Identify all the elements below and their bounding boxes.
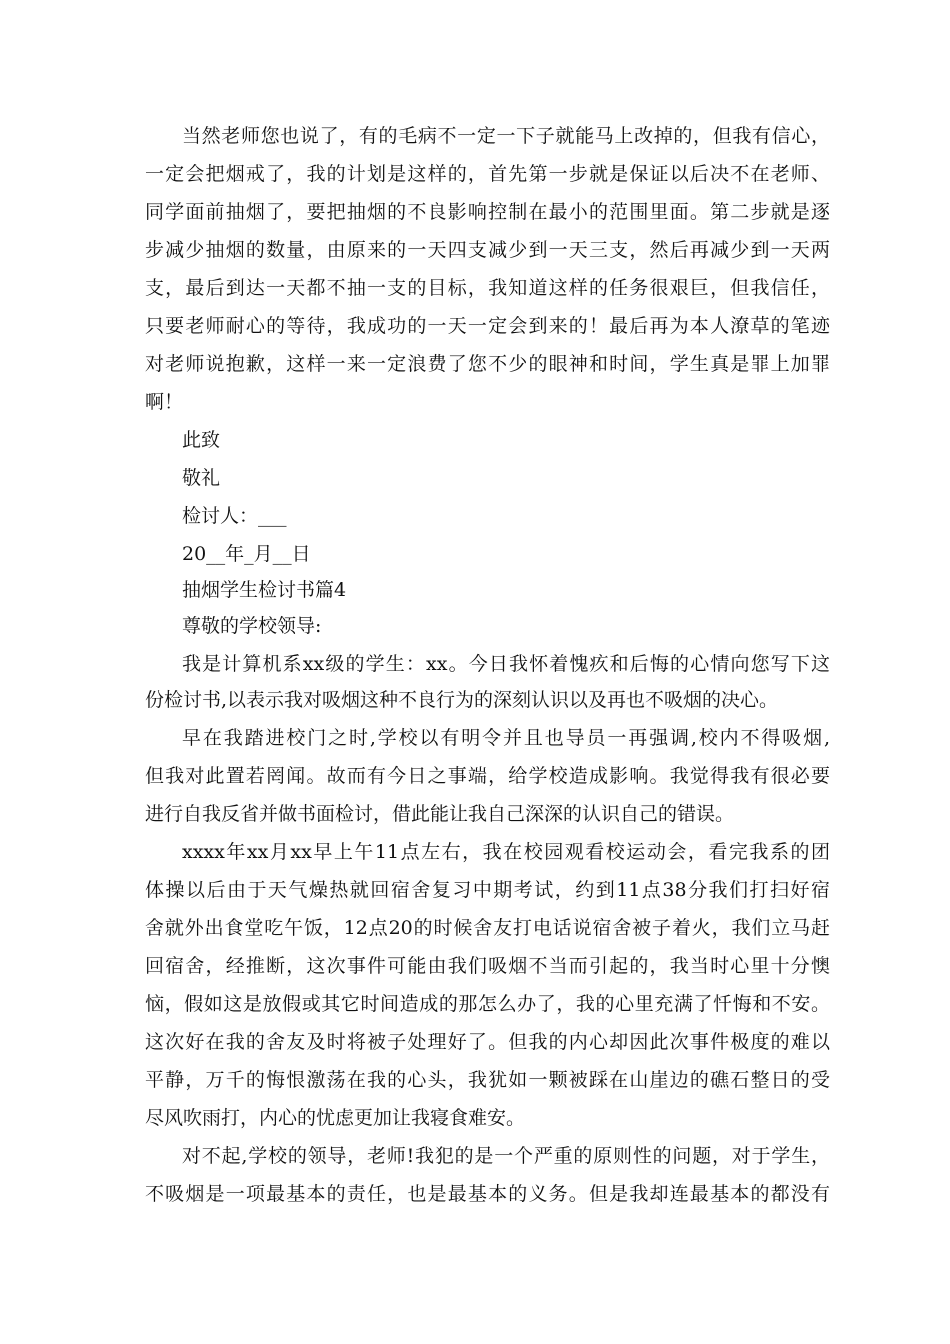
text-line: 早在我踏进校门之时,学校以有明令并且也导员一再强调,校内不得吸烟, xyxy=(182,727,830,749)
text-line: 尽风吹雨打，内心的忧虑更加让我寝食难安。 xyxy=(145,1107,526,1129)
closing-line: 此致 xyxy=(182,429,221,451)
signature-line: 检讨人：___ xyxy=(182,505,287,527)
text-line: 进行自我反省并做书面检讨，借此能让我自己深深的认识自己的错误。 xyxy=(145,803,735,825)
text-line: 舍就外出食堂吃午饭，12点20的时候舍友打电话说宿舍被子着火，我们立马赶 xyxy=(145,917,830,939)
text-line: 这次好在我的舍友及时将被子处理好了。但我的内心却因此次事件极度的难以 xyxy=(145,1031,830,1053)
text-line: 对老师说抱歉，这样一来一定浪费了您不少的眼神和时间，学生真是罪上加罪 xyxy=(145,353,830,375)
text-line: 恼，假如这是放假或其它时间造成的那怎么办了，我的心里充满了忏悔和不安。 xyxy=(145,993,830,1015)
text-line: xxxx年xx月xx早上午11点左右，我在校园观看校运动会，看完我系的团 xyxy=(182,841,830,863)
text-line: 但我对此置若罔闻。故而有今日之事端，给学校造成影响。我觉得我有很必要 xyxy=(145,765,830,787)
text-line: 平静，万千的悔恨激荡在我的心头，我犹如一颗被踩在山崖边的礁石整日的受 xyxy=(145,1069,830,1091)
text-line: 同学面前抽烟了，要把抽烟的不良影响控制在最小的范围里面。第二步就是逐 xyxy=(145,201,830,223)
salutation: 尊敬的学校领导: xyxy=(182,615,322,637)
text-line: 不吸烟是一项最基本的责任，也是最基本的义务。但是我却连最基本的都没有 xyxy=(145,1183,830,1205)
text-line: 步减少抽烟的数量，由原来的一天四支减少到一天三支，然后再减少到一天两 xyxy=(145,239,830,261)
section-title: 抽烟学生检讨书篇4 xyxy=(182,579,347,601)
text-line: 一定会把烟戒了，我的计划是这样的，首先第一步就是保证以后决不在老师、 xyxy=(145,163,830,185)
text-line: 支，最后到达一天都不抽一支的目标，我知道这样的任务很艰巨，但我信任， xyxy=(145,277,830,299)
text-line: 回宿舍，经推断，这次事件可能由我们吸烟不当而引起的，我当时心里十分懊 xyxy=(145,955,830,977)
closing-line: 敬礼 xyxy=(182,467,221,489)
text-line: 份检讨书,以表示我对吸烟这种不良行为的深刻认识以及再也不吸烟的决心。 xyxy=(145,689,779,711)
text-line: 我是计算机系xx级的学生：xx。今日我怀着愧疚和后悔的心情向您写下这 xyxy=(182,653,830,675)
text-line: 只要老师耐心的等待，我成功的一天一定会到来的！最后再为本人潦草的笔迹 xyxy=(145,315,830,337)
text-line: 对不起,学校的领导，老师!我犯的是一个严重的原则性的问题，对于学生， xyxy=(182,1145,830,1167)
text-line: 体操以后由于天气燥热就回宿舍复习中期考试，约到11点38分我们打扫好宿 xyxy=(145,879,830,901)
text-line: 啊！ xyxy=(145,391,184,413)
text-line: 当然老师您也说了，有的毛病不一定一下子就能马上改掉的，但我有信心， xyxy=(182,125,830,147)
date-line: 20__年_月__日 xyxy=(182,543,311,565)
